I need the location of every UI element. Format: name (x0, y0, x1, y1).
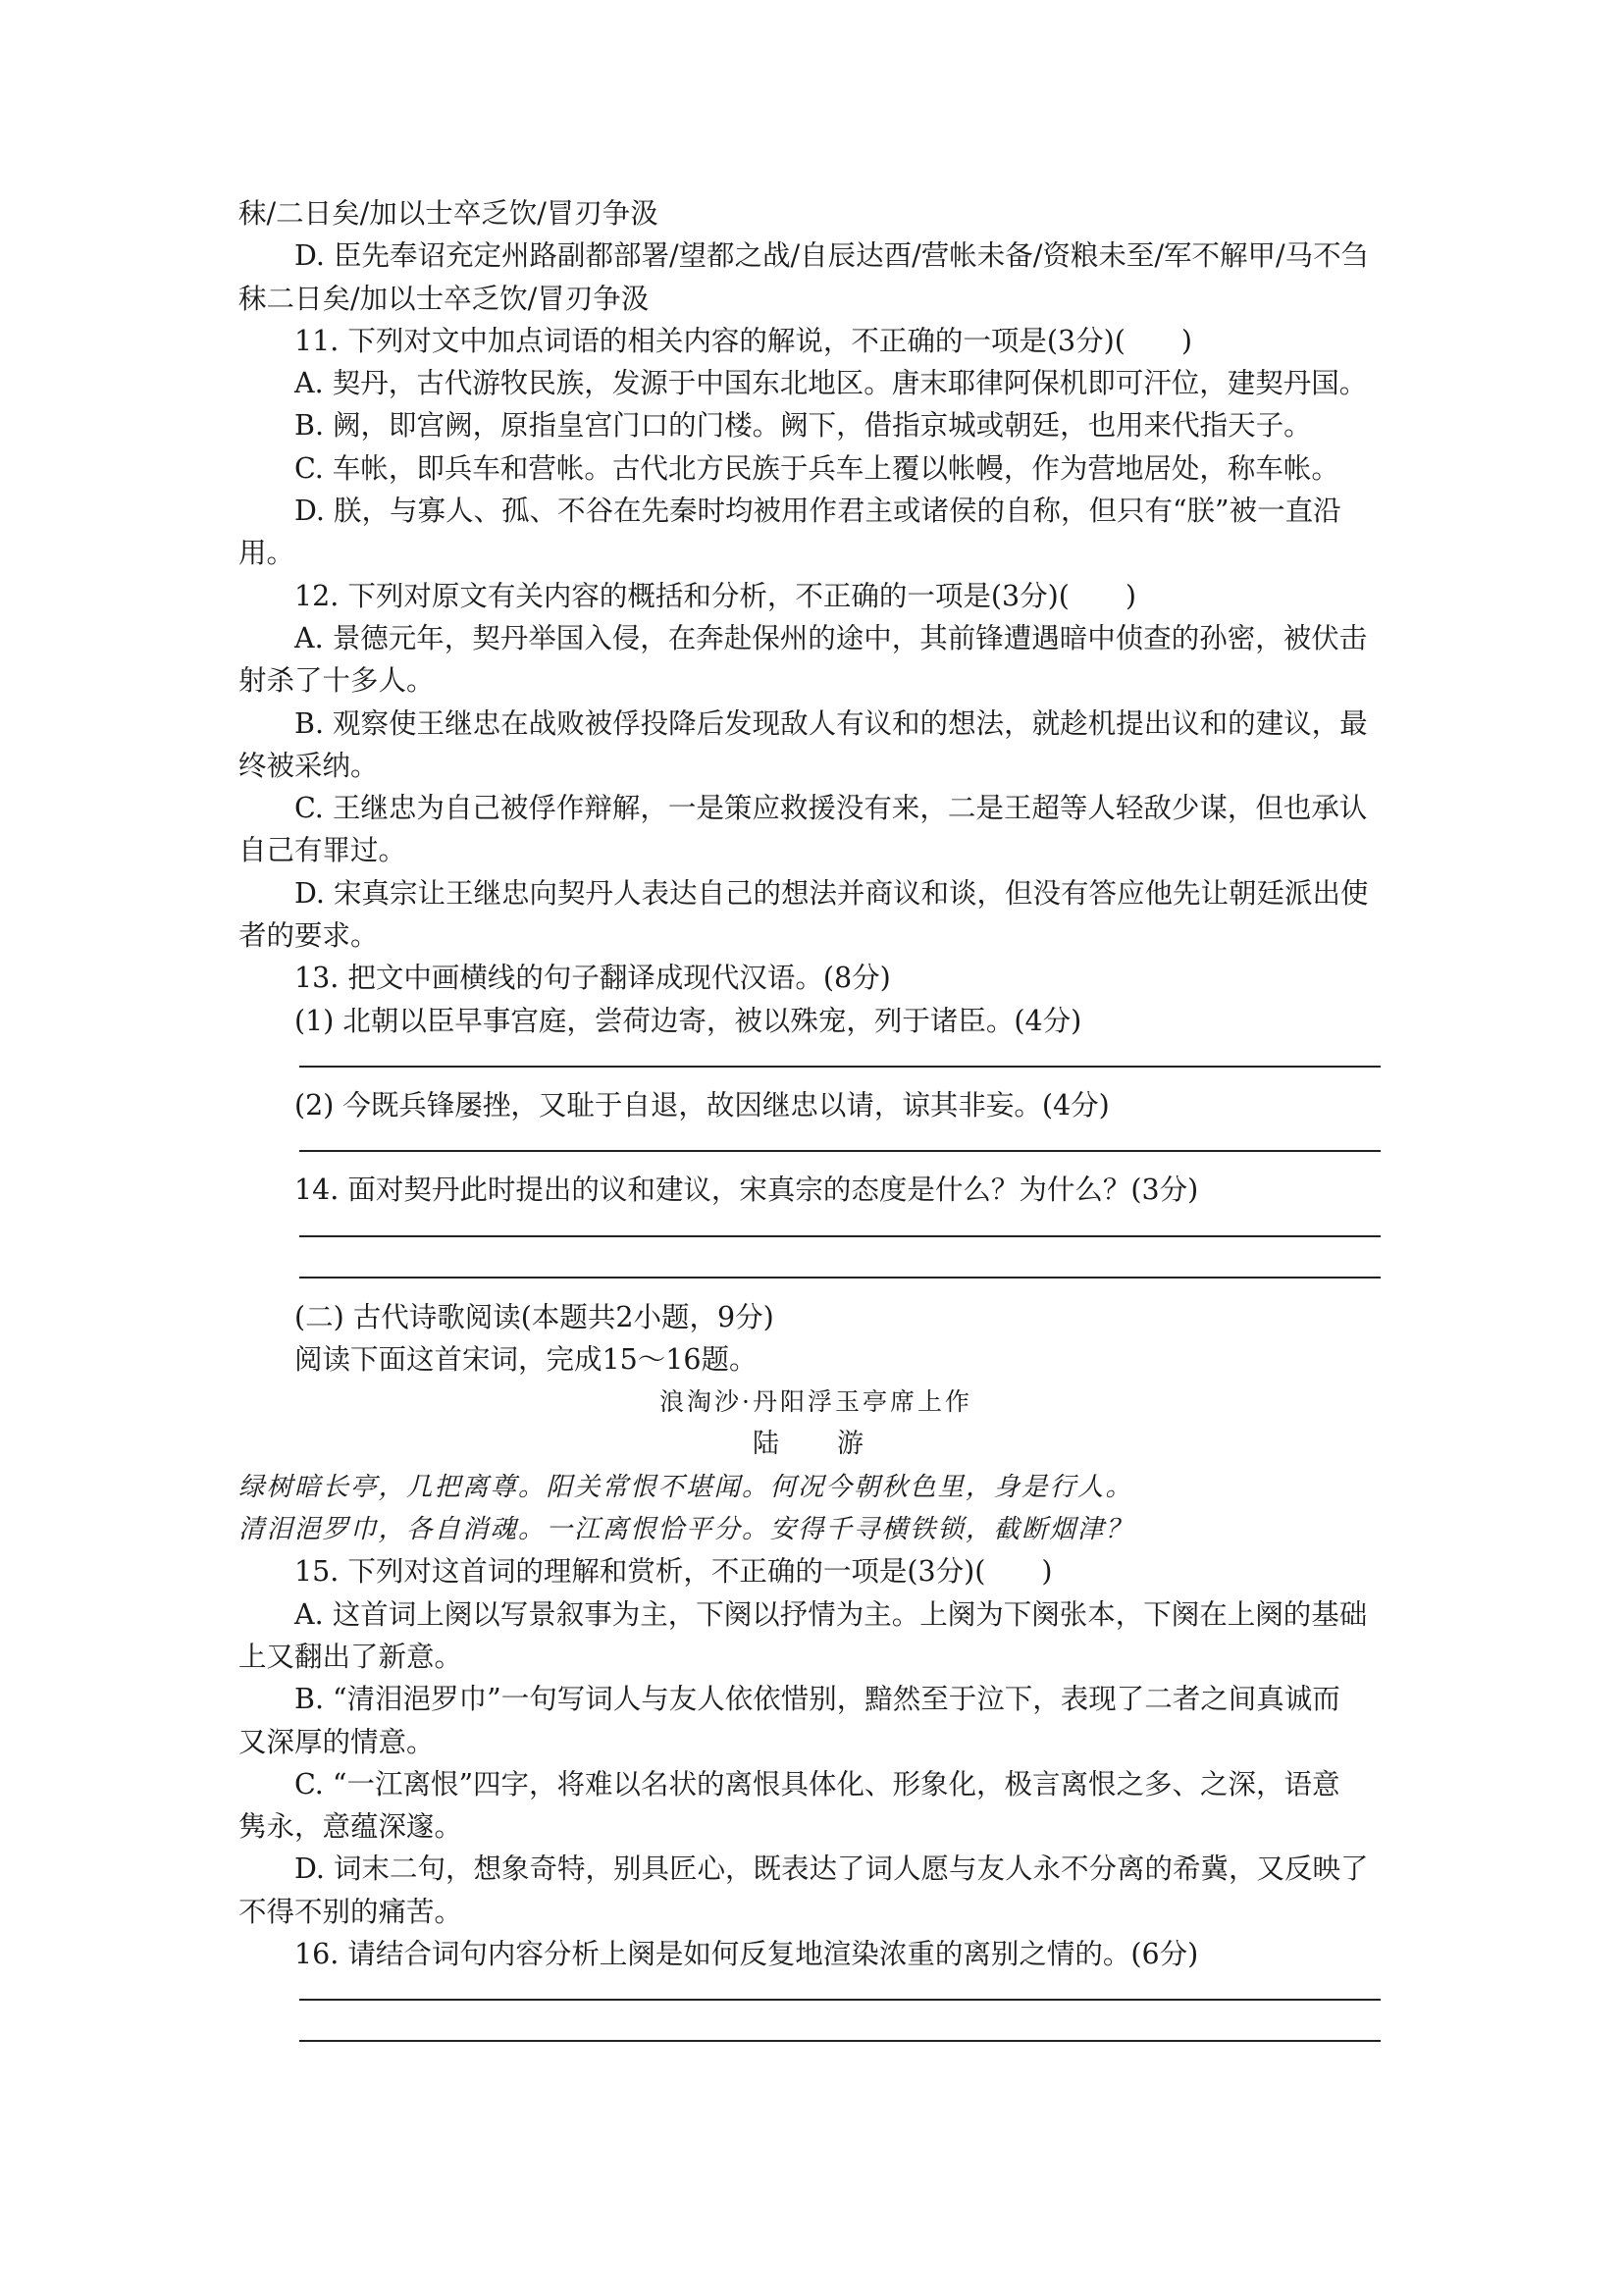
question-11-stem: 11. 下列对文中加点词语的相关内容的解说，不正确的一项是(3分)( ) (294, 324, 1192, 357)
answer-line (299, 1150, 1381, 1152)
answer-line (299, 1999, 1381, 2001)
q15-option-b: B. “清泪浥罗巾”一句写词人与友人依依惜别，黯然至于泣下，表现了二者之间真诚而 (294, 1683, 1340, 1716)
text-line: 秣/二日矣/加以士卒乏饮/冒刃争汲 (238, 197, 658, 230)
q12-option-c-cont: 自己有罪过。 (238, 834, 407, 867)
answer-line (299, 2040, 1381, 2042)
q15-option-d-cont: 不得不别的痛苦。 (238, 1895, 463, 1928)
answer-line (299, 1277, 1381, 1278)
section-heading: (二) 古代诗歌阅读(本题共2小题，9分) (294, 1300, 774, 1333)
answer-area-q13-2[interactable] (238, 1126, 1393, 1169)
answer-area-q14[interactable] (238, 1212, 1393, 1296)
answer-line (299, 1066, 1381, 1068)
poem-title: 浪淘沙·丹阳浮玉亭席上作 (659, 1387, 972, 1417)
question-16-stem: 16. 请结合词句内容分析上阕是如何反复地渲染浓重的离别之情的。(6分) (294, 1937, 1199, 1970)
q11-option-d: D. 朕，与寡人、孤、不谷在先秦时均被用作君主或诸侯的自称，但只有“朕”被一直沿 (294, 495, 1341, 528)
section-intro: 阅读下面这首宋词，完成15～16题。 (294, 1342, 758, 1376)
poem-author: 陆 游 (753, 1429, 879, 1460)
q12-option-a: A. 景德元年，契丹举国入侵，在奔赴保州的途中，其前锋遭遇暗中侦查的孙密，被伏击 (294, 621, 1368, 654)
answer-area-q16[interactable] (238, 1975, 1393, 2060)
text-line: 秣二日矣/加以士卒乏饮/冒刃争汲 (238, 282, 650, 315)
answer-area-q13-1[interactable] (238, 1042, 1393, 1084)
q11-option-b: B. 阙，即宫阙，原指皇宫门口的门楼。阙下，借指京城或朝廷，也用来代指天子。 (294, 409, 1312, 443)
q12-option-a-cont: 射杀了十多人。 (238, 664, 435, 698)
q15-option-a-cont: 上又翻出了新意。 (238, 1640, 463, 1673)
q11-option-c: C. 车帐，即兵车和营帐。古代北方民族于兵车上覆以帐幔，作为营地居处，称车帐。 (294, 451, 1339, 485)
q15-option-a: A. 这首词上阕以写景叙事为主，下阕以抒情为主。上阕为下阕张本，下阕在上阕的基础 (294, 1597, 1368, 1631)
q12-option-d-cont: 者的要求。 (238, 919, 379, 953)
q12-option-d: D. 宋真宗让王继忠向契丹人表达自己的想法并商议和谈，但没有答应他先让朝廷派出使 (294, 876, 1369, 910)
q11-option-a: A. 契丹，古代游牧民族，发源于中国东北地区。唐末耶律阿保机即可汗位，建契丹国。 (294, 367, 1368, 400)
content-column (238, 192, 1393, 2060)
poem-line-1: 绿树暗长亭，几把离尊。阳关常恨不堪闻。何况今朝秋色里，身是行人。 (238, 1471, 1133, 1502)
q15-option-d: D. 词末二句，想象奇特，别具匠心，既表达了词人愿与友人永不分离的希冀，又反映了 (294, 1852, 1369, 1886)
question-15-stem: 15. 下列对这首词的理解和赏析，不正确的一项是(3分)( ) (294, 1555, 1053, 1589)
q12-option-b-cont: 终被采纳。 (238, 749, 379, 782)
question-12-stem: 12. 下列对原文有关内容的概括和分析，不正确的一项是(3分)( ) (294, 579, 1136, 612)
q11-option-d-cont: 用。 (238, 537, 295, 570)
q15-option-b-cont: 又深厚的情意。 (238, 1725, 435, 1758)
q12-option-c: C. 王继忠为自己被俘作辩解，一是策应救援没有来，二是王超等人轻敌少谋，但也承认 (294, 792, 1368, 825)
answer-line (299, 1235, 1381, 1237)
question-13-stem: 13. 把文中画横线的句子翻译成现代汉语。(8分) (294, 962, 891, 995)
q12-option-b: B. 观察使王继忠在战败被俘投降后发现敌人有议和的想法，就趁机提出议和的建议，最 (294, 706, 1368, 740)
q13-sentence-1: (1) 北朝以臣早事宫庭，尝荷边寄，被以殊宠，列于诸臣。(4分) (294, 1004, 1082, 1037)
q15-option-c-cont: 隽永，意蕴深邃。 (238, 1810, 463, 1844)
poem-line-2: 清泪浥罗巾，各自消魂。一江离恨恰平分。安得千寻横铁锁，截断烟津？ (238, 1514, 1133, 1545)
option-d-line: D. 臣先奉诏充定州路副都部署/望都之战/自辰达酉/营帐未备/资粮未至/军不解甲/马不刍 (294, 239, 1370, 273)
q13-sentence-2: (2) 今既兵锋屡挫，又耻于自退，故因继忠以请，谅其非妄。(4分) (294, 1088, 1110, 1122)
question-14-stem: 14. 面对契丹此时提出的议和建议，宋真宗的态度是什么？为什么？(3分) (294, 1174, 1199, 1207)
q15-option-c: C. “一江离恨”四字，将难以名状的离恨具体化、形象化，极言离恨之多、之深，语意 (294, 1767, 1340, 1800)
